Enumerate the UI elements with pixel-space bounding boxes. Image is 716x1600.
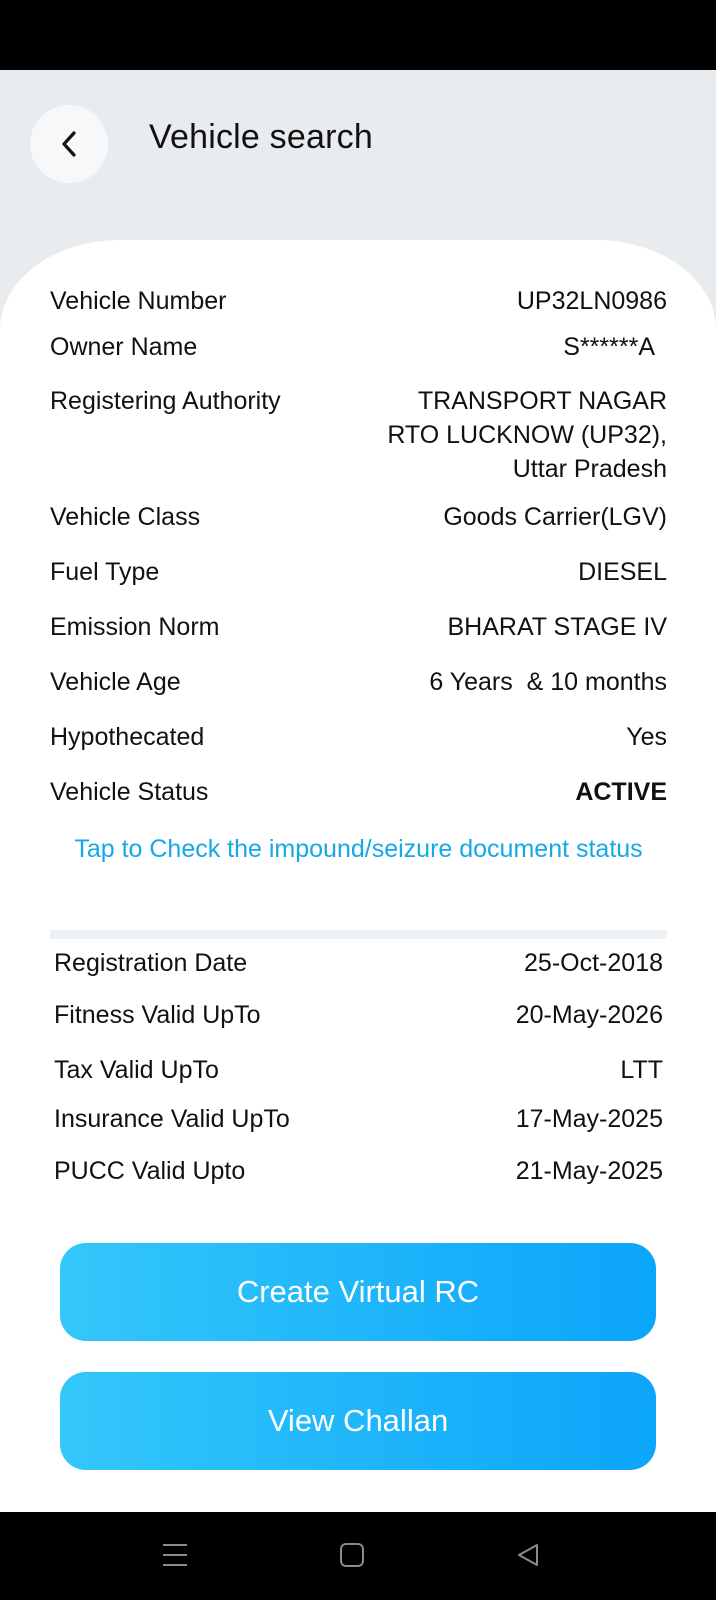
vehicle-details-card bbox=[0, 240, 716, 1512]
status-badge: ACTIVE bbox=[575, 778, 667, 806]
vehicle-class-label: Vehicle Class bbox=[50, 503, 201, 531]
owner-name-label: Owner Name bbox=[50, 333, 198, 361]
registering-authority-row bbox=[50, 384, 667, 500]
back-button[interactable] bbox=[30, 105, 108, 183]
hypothecated-label: Hypothecated bbox=[50, 723, 205, 751]
status-bar bbox=[0, 0, 716, 70]
owner-name-value: S******A bbox=[563, 333, 655, 361]
fitness-valid-row bbox=[54, 998, 663, 1053]
pucc-valid-row bbox=[54, 1154, 663, 1206]
app-header bbox=[0, 70, 716, 240]
fuel-type-row bbox=[50, 555, 667, 610]
impound-status-link[interactable]: Tap to Check the impound/seizure document status bbox=[74, 835, 643, 863]
pucc-valid-value: 21-May-2025 bbox=[515, 1157, 663, 1185]
chevron-left-icon bbox=[58, 129, 80, 159]
registering-authority-value: TRANSPORT NAGAR RTO LUCKNOW (UP32), Uttar Pradesh bbox=[387, 387, 667, 483]
vehicle-age-row bbox=[50, 665, 667, 720]
owner-name-row bbox=[50, 330, 667, 384]
registering-authority-label: Registering Authority bbox=[50, 387, 281, 415]
validity-list bbox=[54, 946, 663, 1206]
emission-norm-label: Emission Norm bbox=[50, 613, 220, 641]
fuel-type-value: DIESEL bbox=[578, 558, 667, 586]
create-virtual-rc-button[interactable]: Create Virtual RC bbox=[60, 1243, 656, 1341]
tax-valid-value: LTT bbox=[620, 1056, 663, 1084]
insurance-valid-label: Insurance Valid UpTo bbox=[54, 1105, 290, 1133]
hypothecated-value: Yes bbox=[626, 723, 667, 751]
hypothecated-row bbox=[50, 720, 667, 775]
vehicle-number-value: UP32LN0986 bbox=[516, 287, 667, 315]
vehicle-number-label: Vehicle Number bbox=[50, 287, 227, 315]
back-triangle-icon bbox=[515, 1542, 541, 1568]
view-challan-button[interactable]: View Challan bbox=[60, 1372, 656, 1470]
emission-norm-value: BHARAT STAGE IV bbox=[447, 613, 667, 641]
system-back-button[interactable] bbox=[498, 1530, 558, 1580]
home-button[interactable] bbox=[322, 1530, 382, 1580]
vehicle-number-row bbox=[50, 284, 667, 330]
fuel-type-label: Fuel Type bbox=[50, 558, 160, 586]
menu-icon bbox=[162, 1542, 188, 1568]
vehicle-class-row bbox=[50, 500, 667, 555]
fitness-valid-value: 20-May-2026 bbox=[515, 1001, 663, 1029]
vehicle-age-label: Vehicle Age bbox=[50, 668, 181, 696]
vehicle-status-label: Vehicle Status bbox=[50, 778, 209, 806]
insurance-valid-row bbox=[54, 1102, 663, 1154]
insurance-valid-value: 17-May-2025 bbox=[515, 1105, 663, 1133]
home-icon bbox=[339, 1542, 365, 1568]
registration-date-row bbox=[54, 946, 663, 998]
section-divider bbox=[50, 930, 667, 939]
fitness-valid-label: Fitness Valid UpTo bbox=[54, 1001, 261, 1029]
vehicle-age-value: 6 Years & 10 months bbox=[429, 668, 667, 696]
tax-valid-row bbox=[54, 1053, 663, 1102]
vehicle-details-list bbox=[50, 284, 667, 815]
tax-valid-label: Tax Valid UpTo bbox=[54, 1056, 219, 1084]
system-navigation-bar bbox=[0, 1512, 716, 1600]
page-title: Vehicle search bbox=[149, 118, 373, 156]
registration-date-value: 25-Oct-2018 bbox=[524, 949, 663, 977]
registration-date-label: Registration Date bbox=[54, 949, 248, 977]
vehicle-status-row bbox=[50, 775, 667, 815]
pucc-valid-label: PUCC Valid Upto bbox=[54, 1157, 246, 1185]
recent-apps-button[interactable] bbox=[145, 1530, 205, 1580]
emission-norm-row bbox=[50, 610, 667, 665]
vehicle-class-value: Goods Carrier(LGV) bbox=[443, 503, 667, 531]
